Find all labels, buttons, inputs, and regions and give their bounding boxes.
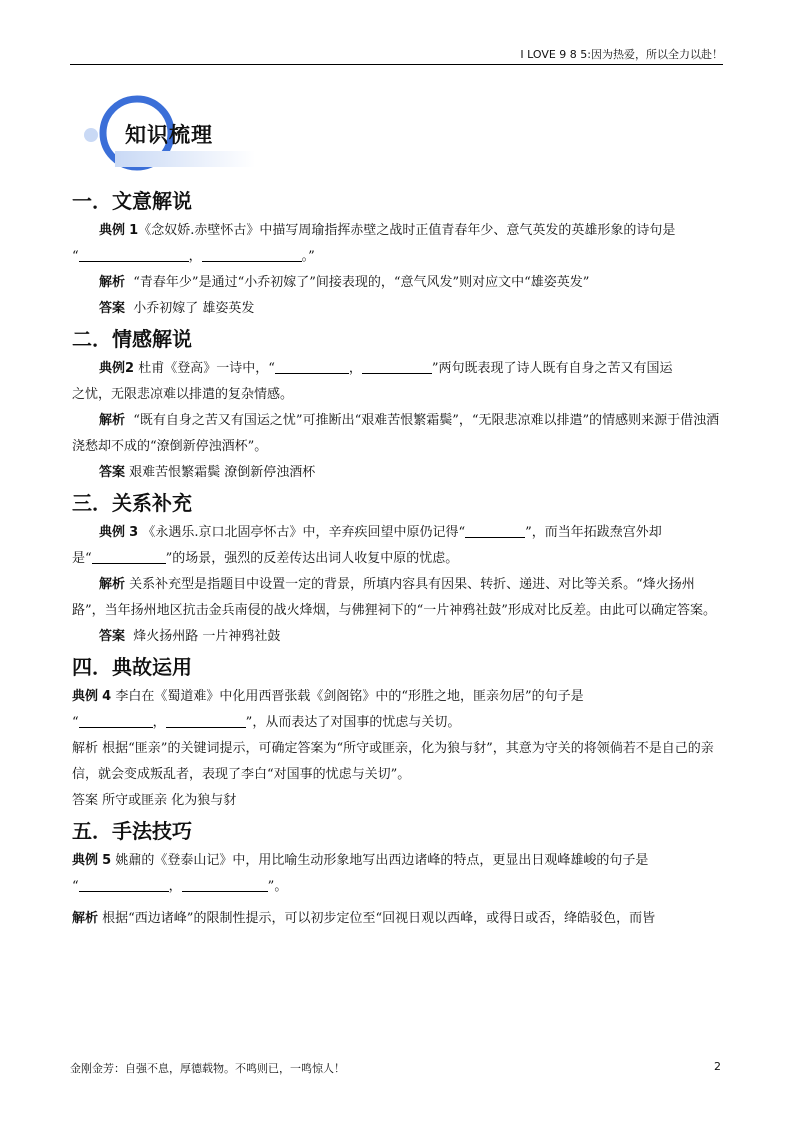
section-heading: 四．典故运用 — [72, 655, 192, 679]
main-content — [72, 184, 721, 932]
example-3: 典例 3 《永遇乐.京口北固亭怀古》中，辛弃疾回望中原仍记得“ ”，而当年拓跋焘宫外却 — [99, 525, 662, 540]
example-4-blanks: “ ， ”，从而表达了对国事的忧虑与关切。 — [72, 715, 461, 730]
answer-blank[interactable] — [202, 247, 302, 262]
example-4: 典例 4 李白在《蜀道难》中化用西晋张载《剑阁铭》中的“形胜之地，匪亲勿居”的句子是 — [72, 689, 584, 704]
answer-blank[interactable] — [79, 713, 153, 728]
example-1-blanks: “ ， 。” — [72, 249, 315, 264]
example-5: 典例 5 姚鼐的《登泰山记》中，用比喻生动形象地写出西边诸峰的特点，更显出日观峰雄峻的句子是 — [72, 853, 649, 868]
answer-1: 答案 小乔初嫁了 雄姿英发 — [99, 301, 255, 316]
section-heading: 二．情感解说 — [72, 327, 192, 351]
section-heading: 五．手法技巧 — [72, 819, 192, 843]
answer-3: 答案 烽火扬州路 一片神鸦社鼓 — [99, 629, 281, 644]
knowledge-banner — [75, 95, 265, 179]
analysis-4: 解析 根据“匪亲”的关键词提示，可确定答案为“所守或匪亲，化为狼与豺”，其意为守关的将领倘若不是自己的亲信，就会变成叛乱者，表现了李白“对国事的忧虑与关切”。 — [72, 741, 714, 782]
example-3-cont: 是“ ”的场景，强烈的反差传达出词人收复中原的忧虑。 — [72, 551, 459, 566]
analysis-2: 解析 “既有自身之苦又有国运之忧”可推断出“艰难苦恨繁霜鬓”，“无限悲凉难以排遣”的情感则来源于借浊酒浇愁却不成的“潦倒新停浊酒杯”。 — [72, 413, 720, 454]
answer-blank[interactable] — [166, 713, 246, 728]
example-1: 典例 1《念奴娇.赤壁怀古》中描写周瑜指挥赤壁之战时正值青春年少、意气英发的英雄形象的诗句是 — [99, 223, 676, 238]
answer-blank[interactable] — [79, 247, 189, 262]
page-number: 2 — [714, 1060, 721, 1073]
example-2: 典例2 杜甫《登高》一诗中，“ ， ”两句既表现了诗人既有自身之苦又有国运 — [99, 361, 673, 376]
banner-title: 知识梳理 — [125, 123, 213, 147]
answer-blank[interactable] — [362, 359, 432, 374]
page-header — [70, 36, 723, 65]
banner-bar — [115, 151, 255, 167]
small-dot-icon — [84, 128, 98, 142]
header-text: I LOVE 9 8 5:因为热爱，所以全力以赴！ — [520, 48, 723, 61]
example-5-blanks: “ ， ”。 — [72, 879, 288, 894]
analysis-3: 解析 关系补充型是指题目中设置一定的背景，所填内容具有因果、转折、递进、对比等关系。“烽火扬州路”，当年扬州地区抗击金兵南侵的战火烽烟，与佛狸祠下的“一片神鸦社鼓”形成对比反差。由此可以确定答案。 — [72, 577, 716, 618]
answer-blank[interactable] — [275, 359, 349, 374]
answer-blank[interactable] — [182, 877, 268, 892]
answer-2: 答案 艰难苦恨繁霜鬓 潦倒新停浊酒杯 — [99, 465, 316, 480]
example-2-cont: 之忧，无限悲凉难以排遣的复杂情感。 — [72, 387, 294, 402]
answer-blank[interactable] — [79, 877, 169, 892]
analysis-1: 解析 “青春年少”是通过“小乔初嫁了”间接表现的，“意气风发”则对应文中“雄姿英发” — [99, 275, 590, 290]
section-heading: 一．文意解说 — [72, 189, 192, 213]
footer-motto: 金刚金芳：自强不息，厚德载物。不鸣则已，一鸣惊人！ — [70, 1062, 345, 1075]
section-heading: 三．关系补充 — [72, 491, 192, 515]
answer-blank[interactable] — [92, 549, 166, 564]
analysis-5: 解析 根据“西边诸峰”的限制性提示，可以初步定位至“回视日观以西峰，或得日或否，绛皓驳色，而皆 — [72, 911, 656, 926]
answer-4: 答案 所守或匪亲 化为狼与豺 — [72, 793, 237, 808]
answer-blank[interactable] — [465, 523, 525, 538]
